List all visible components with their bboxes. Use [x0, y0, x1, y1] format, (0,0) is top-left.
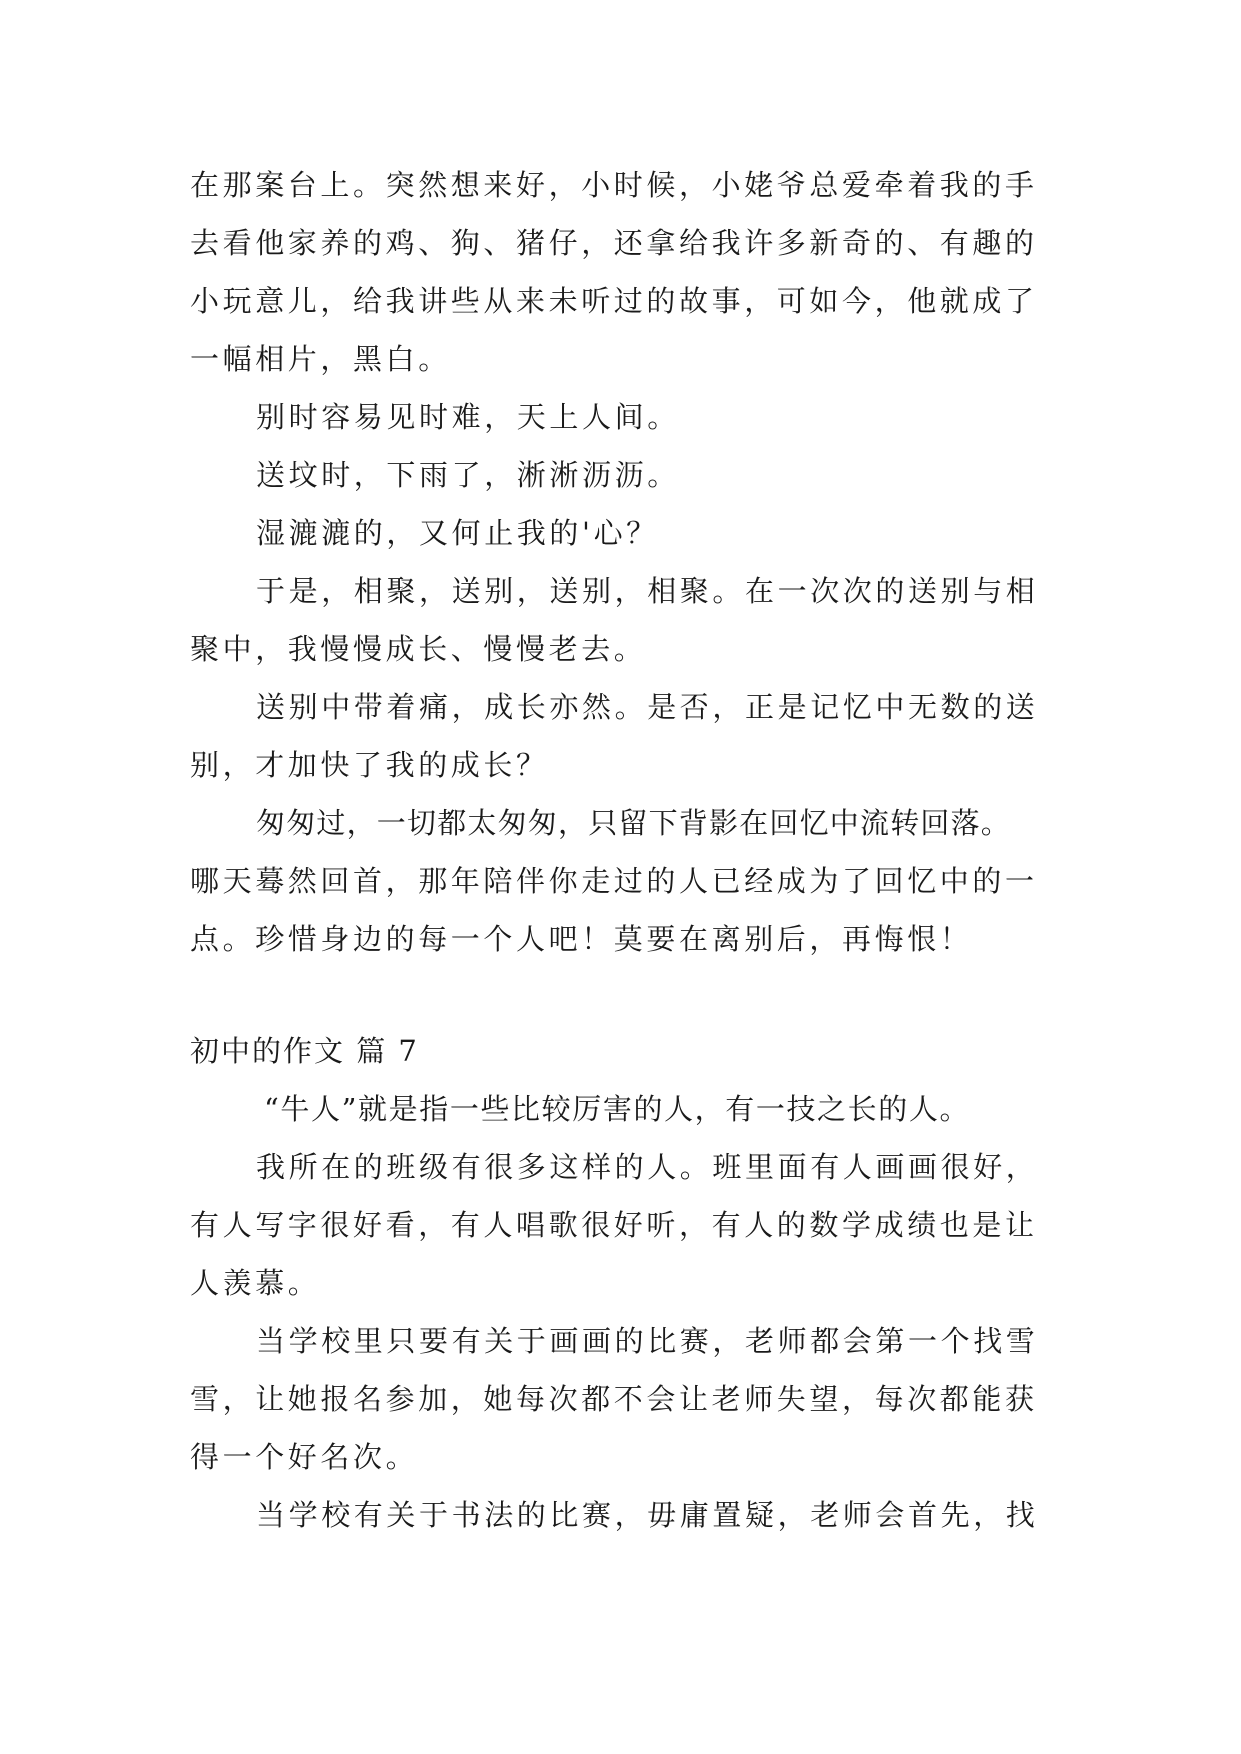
paragraph-line: 当学校有关于书法的比赛，毋庸置疑，老师会首先，找 [256, 1498, 1039, 1532]
section-heading: 初中的作文 篇 7 [190, 1034, 419, 1068]
paragraph-line: “牛人”就是指一些比较厉害的人，有一技之长的人。 [264, 1092, 971, 1126]
paragraph-line: 在那案台上。突然想来好，小时候，小姥爷总爱牵着我的手 [190, 168, 1038, 202]
paragraph-line: 有人写字很好看，有人唱歌很好听，有人的数学成绩也是让 [190, 1208, 1038, 1242]
paragraph-line: 得一个好名次。 [190, 1440, 419, 1474]
paragraph-line: 去看他家养的鸡、狗、猪仔，还拿给我许多新奇的、有趣的 [190, 226, 1038, 260]
paragraph-line: 雪，让她报名参加，她每次都不会让老师失望，每次都能获 [190, 1382, 1038, 1416]
paragraph-line: 湿漉漉的，又何止我的'心？ [256, 516, 659, 550]
paragraph-line: 点。珍惜身边的每一个人吧！莫要在离别后，再悔恨！ [190, 922, 973, 956]
paragraph-line: 别，才加快了我的成长？ [190, 748, 549, 782]
paragraph-line: 当学校里只要有关于画画的比赛，老师都会第一个找雪 [256, 1324, 1039, 1358]
paragraph-line: 送坟时，下雨了，淅淅沥沥。 [256, 458, 680, 492]
paragraph-line: 人羡慕。 [190, 1266, 321, 1300]
paragraph-line: 匆匆过，一切都太匆匆，只留下背影在回忆中流转回落。 [256, 806, 1012, 840]
paragraph-line: 送别中带着痛，成长亦然。是否，正是记忆中无数的送 [256, 690, 1039, 724]
paragraph-line: 聚中，我慢慢成长、慢慢老去。 [190, 632, 647, 666]
section-gap [190, 968, 1070, 1022]
document-body [190, 156, 1070, 1544]
paragraph-line: 哪天蓦然回首，那年陪伴你走过的人已经成为了回忆中的一 [190, 864, 1038, 898]
paragraph-line: 于是，相聚，送别，送别，相聚。在一次次的送别与相 [256, 574, 1039, 608]
paragraph-line: 小玩意儿，给我讲些从来未听过的故事，可如今，他就成了 [190, 284, 1038, 318]
paragraph-line: 我所在的班级有很多这样的人。班里面有人画画很好， [256, 1150, 1039, 1184]
paragraph-line: 一幅相片，黑白。 [190, 342, 451, 376]
paragraph-line: 别时容易见时难，天上人间。 [256, 400, 680, 434]
